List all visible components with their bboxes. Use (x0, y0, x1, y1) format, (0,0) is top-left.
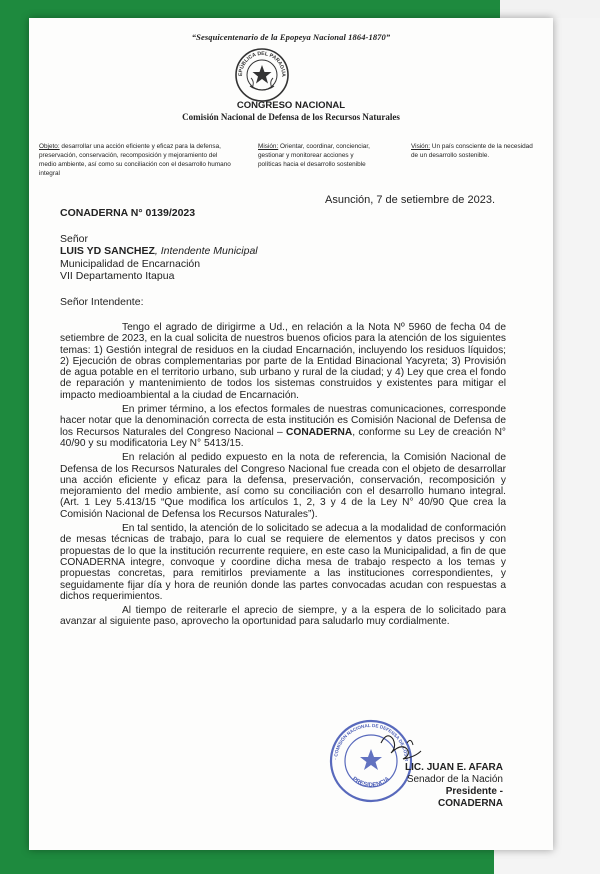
paragraph-3: En relación al pedido expuesto en la nota de referencia, la Comisión Nacional de Defensa de los Recursos Naturales del Congreso Nacional fue creada con el objeto de desarrollar una acción eficiente y eficaz para la defensa, preservación, conservación, recomposición y mejoramiento del medio ambiente, así como su conciliación con el desarrollo humano integral. (Art. 1 Ley 5.413/15 “Que modifica los artículos 1, 2, 3 y 4 de la Ley N° 40/90 Que crea la Comisión Nacional de Defensa los Recursos Naturales”). (60, 452, 506, 520)
recipient-department: VII Departamento Itapua (60, 270, 175, 282)
mission-text: Orientar, coordinar, concienciar, gestionar y monitorear acciones y políticas hacia el desarrollo sostenible (258, 143, 370, 168)
recipient-role: , Intendente Municipal (154, 245, 258, 257)
paragraph-2: En primer término, a los efectos formales de nuestras comunicaciones, corresponde hacer notar que la denominación correcta de esta institución es Comisión Nacional de Defensa de los Recursos Naturales del Congreso Nacional – CONADERNA, conforme su Ley de creación N° 40/90 y su modificatoria Ley N° 5413/15. (60, 404, 506, 449)
stamp-bottom-text: PRESIDENCIA (350, 776, 392, 789)
vision-label: Visión: (411, 143, 431, 150)
letter-page (29, 18, 553, 850)
seal-text: EPÚBLICA DEL PARAGUA (237, 50, 287, 77)
institution-name: CONGRESO NACIONAL (236, 100, 346, 111)
commemorative-motto: “Sesquicentenario de la Epopeya Nacional 1864-1870” (191, 32, 391, 42)
signature-block (387, 762, 503, 810)
letter-body (60, 322, 506, 628)
reference-number: CONADERNA N° 0139/2023 (60, 207, 196, 219)
paraguay-coat-of-arms-icon (233, 46, 291, 104)
background-corner (500, 0, 600, 18)
greeting: Señor Intendente: (60, 296, 144, 308)
mission-label: Misión: (258, 143, 279, 150)
recipient-name: LUIS YD SANCHEZ (60, 245, 155, 257)
letter-date: Asunción, 7 de setiembre de 2023. (325, 194, 496, 206)
recipient-title: Señor (60, 233, 89, 245)
mission-block (258, 142, 378, 169)
conaderna-acronym: CONADERNA (286, 426, 353, 438)
signer-role: Presidente - CONADERNA (438, 786, 503, 809)
svg-text:PRESIDENCIA (351, 776, 392, 789)
recipient-line (60, 245, 258, 257)
vision-text: Un país consciente de la necesidad de un desarrollo sostenible. (411, 143, 533, 159)
recipient-org: Municipalidad de Encarnación (60, 258, 201, 270)
vision-block (411, 142, 541, 160)
paragraph-5: Al tiempo de reiterarle el aprecio de siempre, y a la espera de lo solicitado para avanzar al siguiente paso, aprovecho la oportunidad para saludarlo muy cordialmente. (60, 605, 506, 628)
stamp-ring-text: · COMISIÓN NACIONAL DE DEFENSA DE LOS R (333, 722, 410, 762)
signer-title: Senador de la Nación (406, 774, 503, 785)
objective-block (39, 142, 234, 178)
commission-name: Comisión Nacional de Defensa de los Recursos Naturales (182, 112, 400, 122)
paragraph-4: En tal sentido, la atención de lo solicitado se adecua a la modalidad de conformación de mesas técnicas de trabajo, para lo cual se requiere de elementos y datos precisos y con propuestas de lo que la institución recurrente requiere, en este caso la Municipalidad, a fin de que CONADERNA integre, convoque y coordine dicha mesa de trabajo respecto a los temas y propuestas concretas, para remitirlos previamente a las instituciones correspondientes, y seguidamente fijar día y hora de reunión donde las partes convocadas acudan con respuestas a dichos requerimientos. (60, 523, 506, 602)
objective-text: desarrollar una acción eficiente y eficaz para la defensa, preservación, conservación, recomposición y mejoramiento del medio ambiente, así como su conciliación con el desarrollo humano integral (39, 143, 231, 177)
signer-name: LIC. JUAN E. AFARA (405, 762, 503, 773)
paragraph-1: Tengo el agrado de dirigirme a Ud., en relación a la Nota Nº 5960 de fecha 04 de setiembre de 2023, en la cual solicita de nuestros buenos oficios para la atención de los siguientes temas: 1) Gestión integral de residuos en la ciudad Encarnación, incluyendo los residuos líquidos; 2) Ejecución de obras complementarias por parte de la Entidad Binacional Yacyreta; 3) Provisión de agua potable en el territorio urbano, sub urbano y rural de la ciudad; y 4) Ley que crea el fondo de reparación y mantenimiento de todos los sistemas construidos y existentes para mitigar el impacto medioambiental a la ciudad de Encarnación. (60, 322, 506, 401)
objective-label: Objeto: (39, 143, 60, 150)
